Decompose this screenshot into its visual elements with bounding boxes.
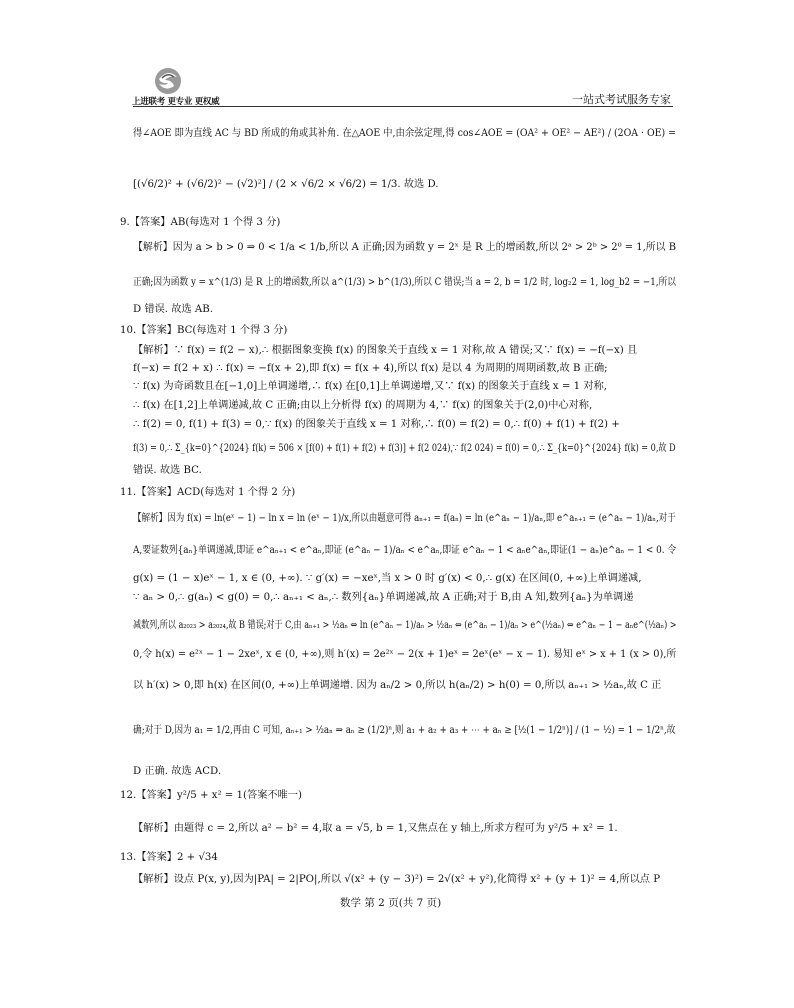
text-line: ∵ aₙ > 0,∴ g(aₙ) < g(0) = 0,∴ aₙ₊₁ < aₙ,∴ 数列{aₙ}单调递减,故 A 正确;对于 B,由 A 知,数列{aₙ}为单调递 — [133, 592, 634, 603]
text-line: [(√6/2)² + (√6/2)² − (√2)²] / (2 × √6/2 × √6/2) = 1/3. 故选 D. — [133, 179, 439, 190]
text-line: g(x) = (1 − x)eˣ − 1, x ∈ (0, +∞). ∵ g′(x) = −xeˣ,当 x > 0 时 g′(x) < 0,∴ g(x) 在区间(0, +∞)上单调递减, — [133, 573, 642, 584]
text-line: 【解析】设点 P(x, y),因为|PA| = 2|PO|,所以 √(x² + (y − 3)²) = 2√(x² + y²),化简得 x² + (y + 1)² = 4,所以点 P — [133, 874, 661, 885]
page-footer: 数学 第 2 页(共 7 页) — [340, 897, 442, 909]
text-line: f(3) = 0,∴ Σ_{k=0}^{2024} f(k) = 506 × [f(0) + f(1) + f(2) + f(3)] + f(2 024),∵ f(2 024) = f(0) = 0,∴ Σ_{k=0}^{2024} f(k) = 0,故 D — [133, 443, 676, 454]
text-line: A,要证数列{aₙ}单调递减,即证 e^aₙ₊₁ < e^aₙ,即证 (e^aₙ − 1)/aₙ < e^aₙ,即证 e^aₙ − 1 < aₙe^aₙ,即证(1 − aₙ)e^aₙ − 1 < 0. 令 — [133, 545, 677, 556]
text-line: 0,令 h(x) = e²ˣ − 1 − 2xeˣ, x ∈ (0, +∞),则 h′(x) = 2e²ˣ − 2(x + 1)eˣ = 2eˣ(eˣ − x − 1). 易知 eˣ > x + 1 (x > 0),所 — [133, 649, 677, 660]
logo-text: 上进联考 更专业 更权威 — [132, 97, 220, 107]
text-line: ∴ f(2) = 0, f(1) + f(3) = 0,∵ f(x) 的图象关于直线 x = 1 对称,∴ f(0) = f(2) = 0,∴ f(0) + f(1) + f(2) + — [133, 419, 620, 430]
text-line: 【解析】因为 a > b > 0 ⇒ 0 < 1/a < 1/b,所以 A 正确;因为函数 y = 2ˣ 是 R 上的增函数,所以 2ᵃ > 2ᵇ > 2⁰ = 1,所以 B — [133, 242, 677, 253]
text-line: D 正确. 故选 ACD. — [133, 766, 222, 777]
text-line: ∵ f(x) 为奇函数且在[−1,0]上单调递增,∴ f(x) 在[0,1]上单调递增,又∵ f(x) 的图象关于直线 x = 1 对称, — [133, 381, 608, 392]
logo-swirl-icon — [150, 66, 186, 96]
text-line: 减数列,所以 a₂₀₂₃ > a₂₀₂₄,故 B 错误;对于 C,由 aₙ₊₁ > ½aₙ ⇔ ln (e^aₙ − 1)/aₙ > ½aₙ ⇔ (e^aₙ − 1)/aₙ > e^(½aₙ) ⇔ e^aₙ − 1 − aₙe^(½aₙ) > — [133, 620, 677, 631]
text-line: 确;对于 D,因为 a₁ = 1/2,再由 C 可知, aₙ₊₁ > ½aₙ ⇒ aₙ ≥ (1/2)ⁿ,则 a₁ + a₂ + a₃ + ⋯ + aₙ ≥ [½(1 − 1/2ⁿ)] / (1 − ½) = 1 − 1/2ⁿ,故 — [133, 725, 676, 736]
text-line: D 错误. 故选 AB. — [133, 304, 213, 315]
answer-heading: 10.【答案】BC(每选对 1 个得 3 分) — [120, 325, 288, 336]
text-line: ∴ f(x) 在[1,2]上单调递减,故 C 正确;由以上分析得 f(x) 的周期为 4,∵ f(x) 的图象关于(2,0)中心对称, — [133, 400, 593, 411]
logo — [132, 66, 220, 107]
text-line: f(−x) = f(2 + x) ∴ f(x) = −f(x + 2),即 f(x) = f(x + 4),所以 f(x) 是以 4 为周期的周期函数,故 B 正确; — [133, 363, 608, 374]
text-line: 【解析】因为 f(x) = ln(eˣ − 1) − ln x = ln (eˣ − 1)/x,所以由题意可得 aₙ₊₁ = f(aₙ) = ln (e^aₙ − 1)/aₙ,即 e^aₙ₊₁ = (e^aₙ − 1)/aₙ,对于 — [133, 513, 676, 524]
answer-heading: 12.【答案】y²/5 + x² = 1(答案不唯一) — [120, 790, 302, 801]
answer-heading: 11.【答案】ACD(每选对 1 个得 2 分) — [120, 487, 296, 498]
text-line: 【解析】由题得 c = 2,所以 a² − b² = 4,取 a = √5, b = 1,又焦点在 y 轴上,所求方程可为 y²/5 + x² = 1. — [133, 823, 618, 834]
header-slogan: 一站式考试服务专家 — [572, 93, 671, 106]
answer-heading: 9.【答案】AB(每选对 1 个得 3 分) — [120, 217, 281, 228]
answer-heading: 13.【答案】2 + √34 — [120, 852, 218, 863]
text-line: 得∠AOE 即为直线 AC 与 BD 所成的角或其补角. 在△AOE 中,由余弦定理,得 cos∠AOE = (OA² + OE² − AE²) / (2OA · OE) = — [133, 128, 676, 139]
text-line: 错误. 故选 BC. — [133, 465, 202, 476]
text-line: 【解析】∵ f(x) = f(2 − x),∴ 根据图象变换 f(x) 的图象关于直线 x = 1 对称,故 A 错误;又∵ f(x) = −f(−x) 且 — [133, 345, 638, 356]
text-line: 正确;因为函数 y = x^(1/3) 是 R 上的增函数,所以 a^(1/3) > b^(1/3),所以 C 错误;当 a = 2, b = 1/2 时, log₂2 = 1, log_b2 = −1,所以 — [133, 277, 676, 288]
header-divider — [133, 106, 673, 107]
text-line: 以 h′(x) > 0,即 h(x) 在区间(0, +∞)上单调递增. 因为 aₙ/2 > 0,所以 h(aₙ/2) > h(0) = 0,所以 aₙ₊₁ > ½aₙ,故 C 正 — [133, 680, 662, 691]
